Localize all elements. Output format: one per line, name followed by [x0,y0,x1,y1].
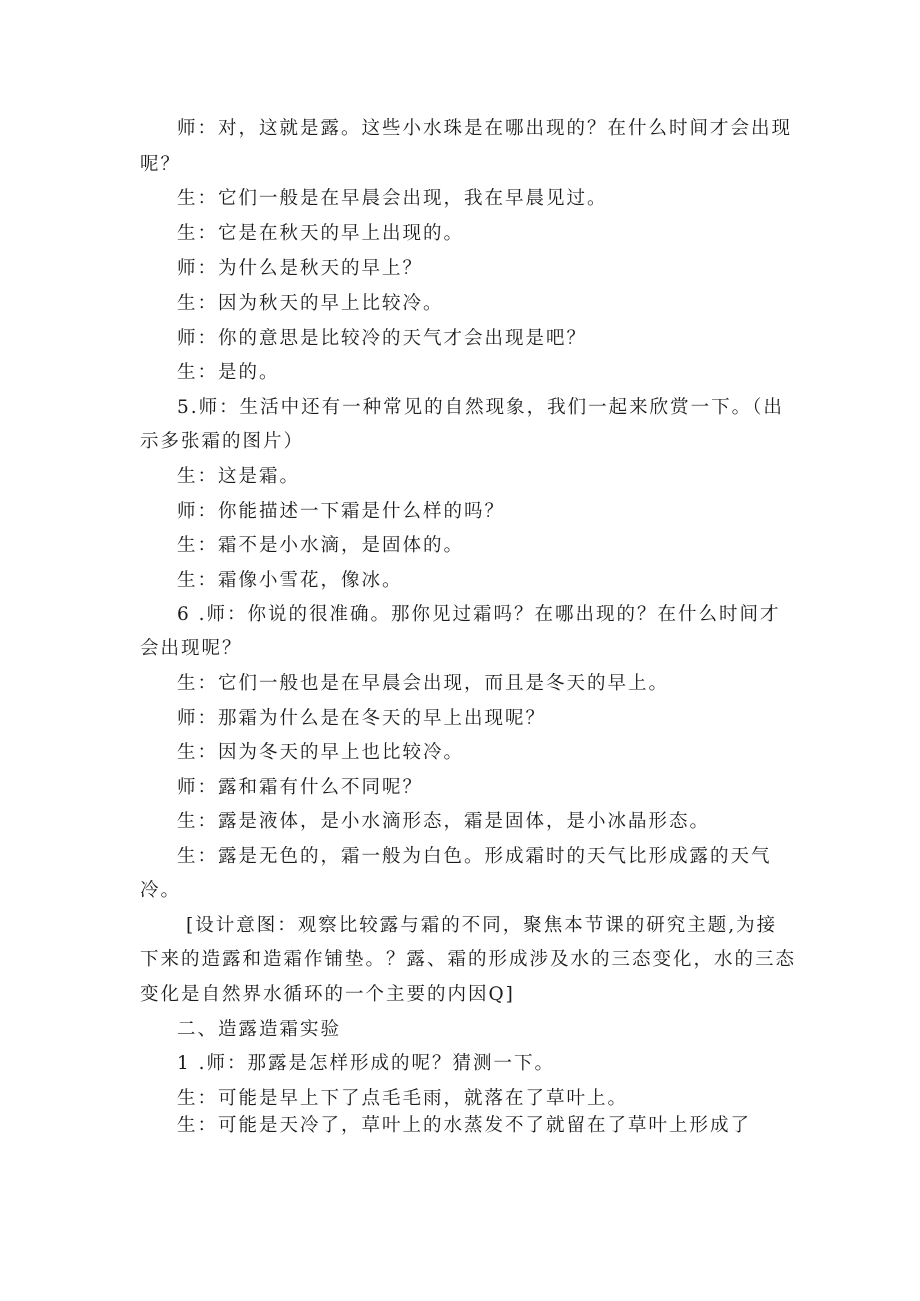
text-line: 会出现呢？ [140,638,243,659]
text-line: 生：霜像小雪花，像冰。 [177,570,403,591]
text-line: 师：你的意思是比较冷的天气才会出现是吧？ [177,328,588,349]
text-line: 生：露是无色的，霜一般为白色。形成霜时的天气比形成露的天气 [177,846,772,867]
text-line: 示多张霜的图片） [140,431,305,452]
text-line: 生：它们一般也是在早晨会出现，而且是冬天的早上。 [177,673,670,694]
text-line: [设计意图：观察比较露与霜的不同，聚焦本节课的研究主题,为接 [186,915,778,936]
text-line: 变化是自然界水循环的一个主要的内因Q] [140,984,515,1005]
text-line: 5.师：生活中还有一种常见的自然现象，我们一起来欣赏一下。（出 [177,397,784,418]
text-line: 生：因为秋天的早上比较冷。 [177,293,444,314]
text-line: 生：是的。 [177,362,280,383]
text-line: 师：为什么是秋天的早上？ [177,258,424,279]
text-line: 生：它们一般是在早晨会出现，我在早晨见过。 [177,188,608,209]
text-line: 生：因为冬天的早上也比较冷。 [177,742,465,763]
text-line: 师：你能描述一下霜是什么样的吗？ [177,501,506,522]
text-line: 生：可能是早上下了点毛毛雨，就落在了草叶上。 [177,1088,629,1109]
text-line: 呢？ [140,154,182,175]
text-line: 生：这是霜。 [177,466,301,487]
text-line: 生：它是在秋天的早上出现的。 [177,223,465,244]
text-line: 冷。 [140,880,182,901]
text-line: 6 .师：你说的很准确。那你见过霜吗？在哪出现的？在什么时间才 [177,604,781,625]
text-line: 师：对，这就是露。这些小水珠是在哪出现的？在什么时间才会出现 [177,118,793,139]
text-line: 生：可能是天冷了，草叶上的水蒸发不了就留在了草叶上形成了 [177,1115,752,1136]
text-line: 师：露和霜有什么不同呢？ [177,777,424,798]
text-line: 师：那霜为什么是在冬天的早上出现呢？ [177,708,547,729]
text-line: 生：霜不是小水滴，是固体的。 [177,535,465,556]
text-line: 1 .师：那露是怎样形成的呢？猜测一下。 [177,1053,556,1074]
section-heading: 二、造露造霜实验 [177,1019,342,1040]
text-line: 下来的造露和造霜作铺垫。？露、霜的形成涉及水的三态变化，水的三态 [140,949,797,970]
text-line: 生：露是液体，是小水滴形态，霜是固体，是小冰晶形态。 [177,811,711,832]
